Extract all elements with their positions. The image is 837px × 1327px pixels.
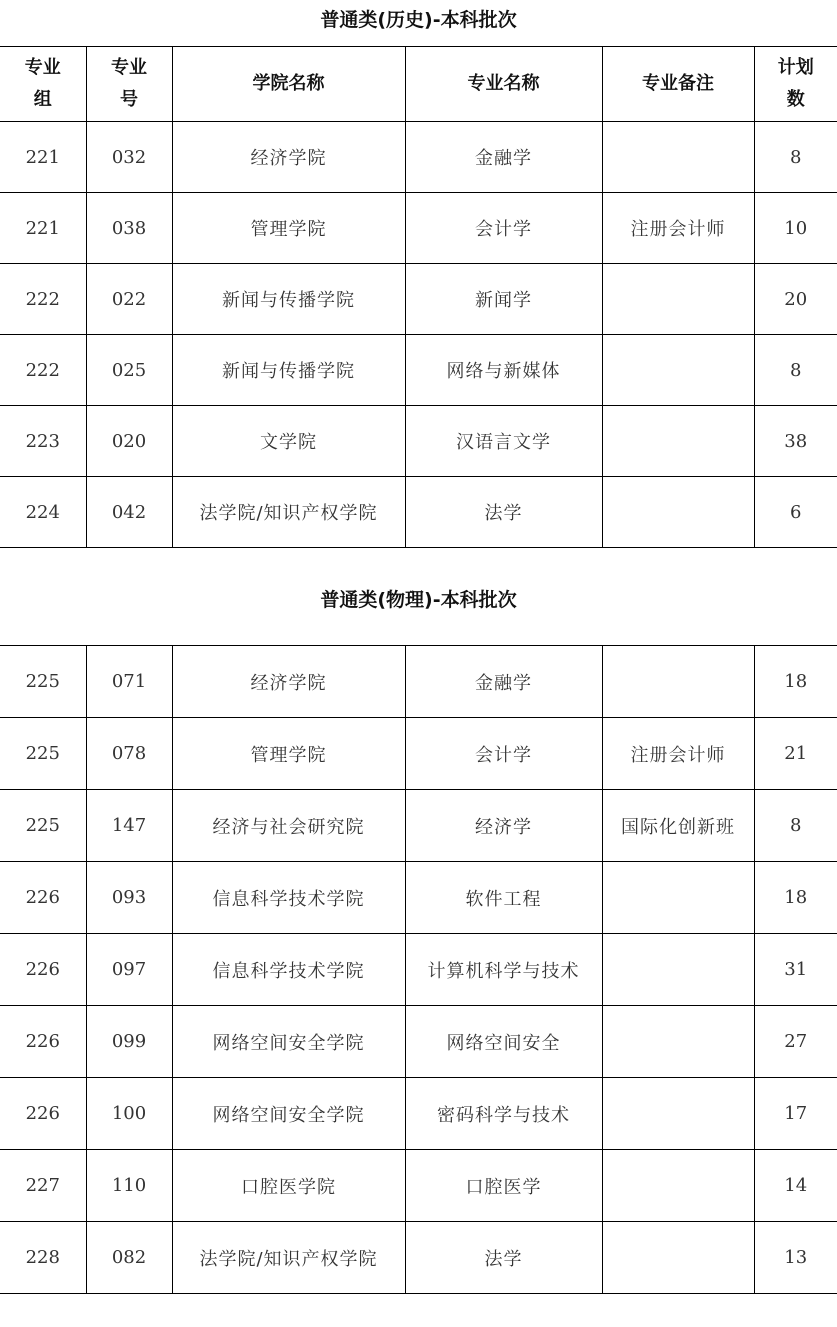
cell-note [602, 862, 754, 934]
table-row [0, 406, 837, 477]
cell-college: 口腔医学院 [172, 1150, 405, 1222]
header-group [0, 47, 86, 122]
cell-college: 网络空间安全学院 [172, 1078, 405, 1150]
table-row [0, 790, 837, 862]
table-row [0, 264, 837, 335]
cell-major: 金融学 [405, 646, 602, 718]
cell-major: 网络与新媒体 [405, 335, 602, 406]
header-count [754, 47, 837, 122]
cell-group: 221 [0, 193, 86, 264]
table-row [0, 477, 837, 548]
cell-group: 226 [0, 862, 86, 934]
header-code-line2: 号 [120, 89, 138, 110]
cell-note: 注册会计师 [602, 193, 754, 264]
header-group-line1: 专业 [24, 57, 61, 78]
cell-college: 新闻与传播学院 [172, 335, 405, 406]
cell-major: 金融学 [405, 122, 602, 193]
cell-college: 信息科学技术学院 [172, 862, 405, 934]
cell-group: 222 [0, 335, 86, 406]
cell-college: 管理学院 [172, 718, 405, 790]
table-row [0, 335, 837, 406]
header-code [86, 47, 172, 122]
table-row [0, 1222, 837, 1294]
cell-note [602, 122, 754, 193]
header-college: 学院名称 [172, 47, 405, 122]
cell-note [602, 477, 754, 548]
section-title-physics: 普通类(物理)-本科批次 [320, 589, 517, 611]
cell-college: 文学院 [172, 406, 405, 477]
header-count-line1: 计划 [777, 57, 814, 78]
table-row [0, 1150, 837, 1222]
cell-code: 147 [86, 790, 172, 862]
table-row [0, 122, 837, 193]
header-note: 专业备注 [602, 47, 754, 122]
cell-group: 227 [0, 1150, 86, 1222]
cell-count: 38 [754, 406, 837, 477]
cell-count: 14 [754, 1150, 837, 1222]
cell-code: 082 [86, 1222, 172, 1294]
cell-code: 097 [86, 934, 172, 1006]
cell-code: 042 [86, 477, 172, 548]
table-row [0, 193, 837, 264]
cell-major: 汉语言文学 [405, 406, 602, 477]
cell-note [602, 1006, 754, 1078]
cell-group: 226 [0, 1006, 86, 1078]
cell-count: 6 [754, 477, 837, 548]
cell-major: 法学 [405, 477, 602, 548]
cell-major: 网络空间安全 [405, 1006, 602, 1078]
header-major: 专业名称 [405, 47, 602, 122]
cell-note [602, 646, 754, 718]
cell-count: 17 [754, 1078, 837, 1150]
cell-group: 223 [0, 406, 86, 477]
cell-count: 10 [754, 193, 837, 264]
cell-count: 18 [754, 646, 837, 718]
header-count-line2: 数 [786, 89, 805, 110]
cell-count: 8 [754, 122, 837, 193]
cell-group: 225 [0, 718, 86, 790]
cell-group: 228 [0, 1222, 86, 1294]
cell-count: 27 [754, 1006, 837, 1078]
cell-count: 8 [754, 335, 837, 406]
cell-college: 新闻与传播学院 [172, 264, 405, 335]
cell-count: 31 [754, 934, 837, 1006]
cell-major: 软件工程 [405, 862, 602, 934]
cell-note [602, 406, 754, 477]
cell-code: 093 [86, 862, 172, 934]
cell-major: 法学 [405, 1222, 602, 1294]
cell-major: 计算机科学与技术 [405, 934, 602, 1006]
cell-college: 法学院/知识产权学院 [172, 477, 405, 548]
cell-code: 020 [86, 406, 172, 477]
header-code-line1: 专业 [111, 57, 147, 78]
table-row [0, 718, 837, 790]
cell-college: 信息科学技术学院 [172, 934, 405, 1006]
cell-note: 国际化创新班 [602, 790, 754, 862]
cell-major: 经济学 [405, 790, 602, 862]
header-group-line2: 组 [33, 89, 52, 110]
cell-code: 110 [86, 1150, 172, 1222]
cell-college: 经济学院 [172, 122, 405, 193]
plan-table-history [0, 46, 837, 548]
cell-group: 224 [0, 477, 86, 548]
cell-group: 221 [0, 122, 86, 193]
cell-note [602, 934, 754, 1006]
cell-code: 078 [86, 718, 172, 790]
cell-code: 100 [86, 1078, 172, 1150]
table-row [0, 1006, 837, 1078]
cell-major: 会计学 [405, 718, 602, 790]
cell-college: 法学院/知识产权学院 [172, 1222, 405, 1294]
cell-note [602, 1078, 754, 1150]
cell-note: 注册会计师 [602, 718, 754, 790]
cell-college: 管理学院 [172, 193, 405, 264]
plan-table-physics [0, 645, 837, 1294]
cell-code: 071 [86, 646, 172, 718]
cell-note [602, 1222, 754, 1294]
cell-major: 口腔医学 [405, 1150, 602, 1222]
cell-count: 21 [754, 718, 837, 790]
cell-group: 225 [0, 790, 86, 862]
cell-count: 8 [754, 790, 837, 862]
cell-note [602, 1150, 754, 1222]
cell-college: 经济与社会研究院 [172, 790, 405, 862]
cell-group: 226 [0, 1078, 86, 1150]
table-header-row [0, 47, 837, 122]
cell-count: 18 [754, 862, 837, 934]
cell-major: 密码科学与技术 [405, 1078, 602, 1150]
cell-group: 226 [0, 934, 86, 1006]
table-row [0, 1078, 837, 1150]
cell-college: 经济学院 [172, 646, 405, 718]
cell-note [602, 264, 754, 335]
cell-group: 225 [0, 646, 86, 718]
cell-group: 222 [0, 264, 86, 335]
cell-count: 20 [754, 264, 837, 335]
cell-code: 022 [86, 264, 172, 335]
cell-note [602, 335, 754, 406]
table-row [0, 646, 837, 718]
cell-major: 会计学 [405, 193, 602, 264]
table-row [0, 934, 837, 1006]
cell-code: 099 [86, 1006, 172, 1078]
cell-college: 网络空间安全学院 [172, 1006, 405, 1078]
cell-major: 新闻学 [405, 264, 602, 335]
table-row [0, 862, 837, 934]
cell-code: 038 [86, 193, 172, 264]
section-title-history: 普通类(历史)-本科批次 [320, 9, 517, 31]
cell-code: 032 [86, 122, 172, 193]
cell-code: 025 [86, 335, 172, 406]
cell-count: 13 [754, 1222, 837, 1294]
